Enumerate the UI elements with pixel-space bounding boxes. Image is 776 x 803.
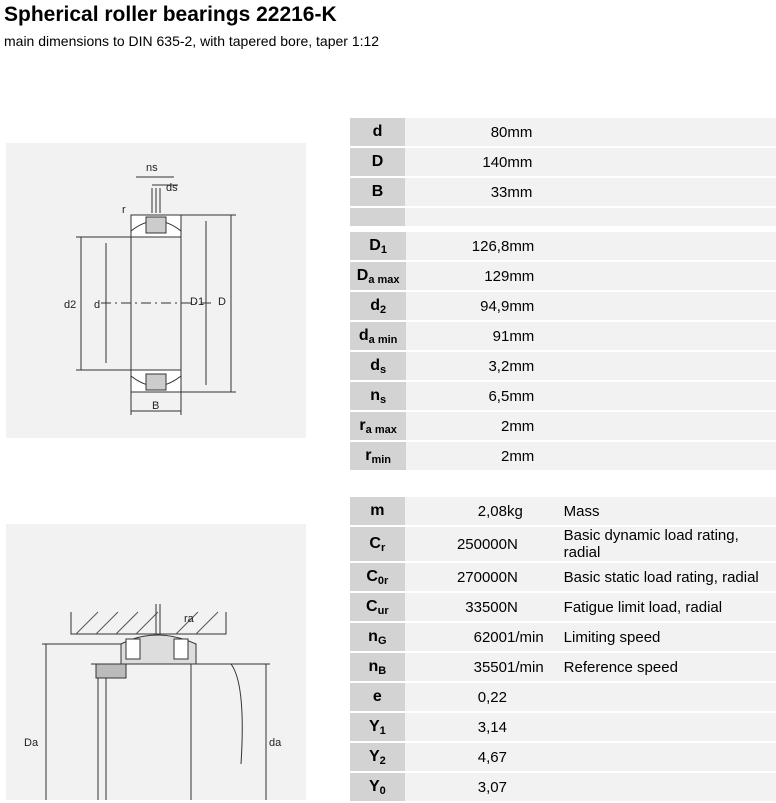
symbol-cell: $d_{a min}$ bbox=[350, 322, 406, 350]
table-row bbox=[350, 322, 776, 350]
label-D1: D1 bbox=[190, 296, 205, 308]
table-row bbox=[350, 148, 776, 176]
table-row bbox=[350, 292, 776, 320]
load-ratings-table bbox=[350, 495, 776, 803]
symbol-cell: $Y_1$ bbox=[350, 713, 405, 741]
value-cell: 6200 bbox=[405, 623, 507, 651]
unit-cell: 1/min bbox=[507, 653, 564, 681]
bearing-section-drawing bbox=[6, 143, 306, 438]
symbol-cell: $n_s$ bbox=[350, 382, 406, 410]
unit-cell: mm bbox=[509, 382, 565, 410]
symbol-cell: $C_{0r}$ bbox=[350, 563, 405, 591]
label-D: D bbox=[218, 296, 226, 308]
symbol-cell: m bbox=[350, 497, 405, 525]
unit-cell: mm bbox=[509, 262, 565, 290]
value-cell: 33500 bbox=[405, 593, 507, 621]
value-cell: 91 bbox=[406, 322, 509, 350]
desc-cell: Basic dynamic load rating, radial bbox=[564, 527, 776, 561]
symbol-cell: $Y_0$ bbox=[350, 773, 405, 801]
value-cell: 33 bbox=[405, 178, 507, 206]
unit-cell bbox=[507, 743, 564, 771]
value-cell: 94,9 bbox=[406, 292, 509, 320]
unit-cell: 1/min bbox=[507, 623, 564, 651]
mounting-drawing bbox=[6, 524, 306, 800]
symbol-cell: $d_2$ bbox=[350, 292, 406, 320]
value-cell: 270000 bbox=[405, 563, 507, 591]
desc-cell bbox=[564, 178, 776, 206]
symbol-cell: $C_r$ bbox=[350, 527, 405, 561]
unit-cell: mm bbox=[507, 118, 563, 146]
table-row bbox=[350, 352, 776, 380]
table-row bbox=[350, 442, 776, 470]
desc-cell bbox=[566, 322, 776, 350]
value-cell: 140 bbox=[405, 148, 507, 176]
value-cell: 129 bbox=[406, 262, 509, 290]
table-row bbox=[350, 178, 776, 206]
symbol-cell: $C_{ur}$ bbox=[350, 593, 405, 621]
table-row bbox=[350, 773, 776, 801]
unit-cell: N bbox=[507, 527, 564, 561]
symbol-cell: $D_{a max}$ bbox=[350, 262, 406, 290]
value-cell: 0,22 bbox=[405, 683, 507, 711]
detail-dimensions-table bbox=[350, 230, 776, 472]
table-row bbox=[350, 118, 776, 146]
desc-cell bbox=[566, 232, 776, 260]
table-row bbox=[350, 653, 776, 681]
label-ds: ds bbox=[166, 182, 178, 194]
desc-cell bbox=[564, 713, 776, 741]
unit-cell: kg bbox=[507, 497, 564, 525]
label-Da: Da bbox=[24, 737, 39, 749]
desc-cell: Basic static load rating, radial bbox=[564, 563, 776, 591]
symbol-cell: $d_s$ bbox=[350, 352, 406, 380]
symbol-cell: $n_G$ bbox=[350, 623, 405, 651]
table-row bbox=[350, 593, 776, 621]
page-title: Spherical roller bearings 22216-K bbox=[4, 3, 337, 26]
value-cell: 3,2 bbox=[406, 352, 509, 380]
label-r: r bbox=[122, 204, 126, 216]
desc-cell bbox=[564, 148, 776, 176]
desc-cell: Limiting speed bbox=[564, 623, 776, 651]
table-row bbox=[350, 563, 776, 591]
desc-cell bbox=[566, 412, 776, 440]
value-cell: 126,8 bbox=[406, 232, 509, 260]
table-row bbox=[350, 683, 776, 711]
unit-cell: mm bbox=[509, 412, 565, 440]
label-da: da bbox=[269, 737, 282, 749]
symbol-cell: d bbox=[350, 118, 405, 146]
unit-cell bbox=[507, 713, 564, 741]
desc-cell bbox=[566, 352, 776, 380]
symbol-cell: $n_B$ bbox=[350, 653, 405, 681]
label-d2: d2 bbox=[64, 299, 77, 311]
bearing-section-svg bbox=[6, 143, 306, 438]
unit-cell: mm bbox=[509, 232, 565, 260]
unit-cell: mm bbox=[507, 178, 563, 206]
unit-cell bbox=[507, 773, 564, 801]
label-B: B bbox=[152, 400, 160, 412]
desc-cell bbox=[566, 382, 776, 410]
value-cell: 3,07 bbox=[405, 773, 507, 801]
unit-cell: mm bbox=[509, 352, 565, 380]
table-row bbox=[350, 412, 776, 440]
table-row bbox=[350, 527, 776, 561]
label-d: d bbox=[94, 299, 101, 311]
symbol-cell: D bbox=[350, 148, 405, 176]
desc-cell: Mass bbox=[564, 497, 776, 525]
value-cell: 4,67 bbox=[405, 743, 507, 771]
unit-cell: N bbox=[507, 563, 564, 591]
table-row bbox=[350, 497, 776, 525]
desc-cell bbox=[564, 773, 776, 801]
label-ra: ra bbox=[184, 613, 194, 625]
value-cell: 3,14 bbox=[405, 713, 507, 741]
table-row bbox=[350, 623, 776, 651]
symbol-cell: $Y_2$ bbox=[350, 743, 405, 771]
label-ns: ns bbox=[146, 162, 158, 174]
symbol-cell: $r_{a max}$ bbox=[350, 412, 406, 440]
value-cell: 2,08 bbox=[405, 497, 507, 525]
value-cell: 2 bbox=[406, 412, 509, 440]
desc-cell bbox=[566, 442, 776, 470]
unit-cell bbox=[507, 683, 564, 711]
value-cell: 250000 bbox=[405, 527, 507, 561]
desc-cell bbox=[566, 262, 776, 290]
value-cell: 6,5 bbox=[406, 382, 509, 410]
symbol-cell: $D_1$ bbox=[350, 232, 406, 260]
unit-cell: N bbox=[507, 593, 564, 621]
value-cell: 3550 bbox=[405, 653, 507, 681]
unit-cell: mm bbox=[509, 292, 565, 320]
desc-cell bbox=[564, 118, 776, 146]
unit-cell: mm bbox=[509, 322, 565, 350]
symbol-cell: $r_{min}$ bbox=[350, 442, 406, 470]
unit-cell: mm bbox=[507, 148, 563, 176]
desc-cell bbox=[566, 292, 776, 320]
symbol-cell: e bbox=[350, 683, 405, 711]
desc-cell bbox=[564, 683, 776, 711]
table-row bbox=[350, 743, 776, 771]
value-cell: 2 bbox=[406, 442, 509, 470]
unit-cell: mm bbox=[509, 442, 565, 470]
mounting-svg bbox=[6, 524, 306, 800]
table-row bbox=[350, 262, 776, 290]
table-row bbox=[350, 232, 776, 260]
table-row bbox=[350, 382, 776, 410]
symbol-cell: B bbox=[350, 178, 405, 206]
spacer-row bbox=[350, 208, 776, 226]
value-cell: 80 bbox=[405, 118, 507, 146]
desc-cell bbox=[564, 743, 776, 771]
page-subtitle: main dimensions to DIN 635-2, with tapered bore, taper 1:12 bbox=[4, 33, 380, 49]
desc-cell: Fatigue limit load, radial bbox=[564, 593, 776, 621]
main-dimensions-table bbox=[350, 116, 776, 228]
desc-cell: Reference speed bbox=[564, 653, 776, 681]
table-row bbox=[350, 713, 776, 741]
